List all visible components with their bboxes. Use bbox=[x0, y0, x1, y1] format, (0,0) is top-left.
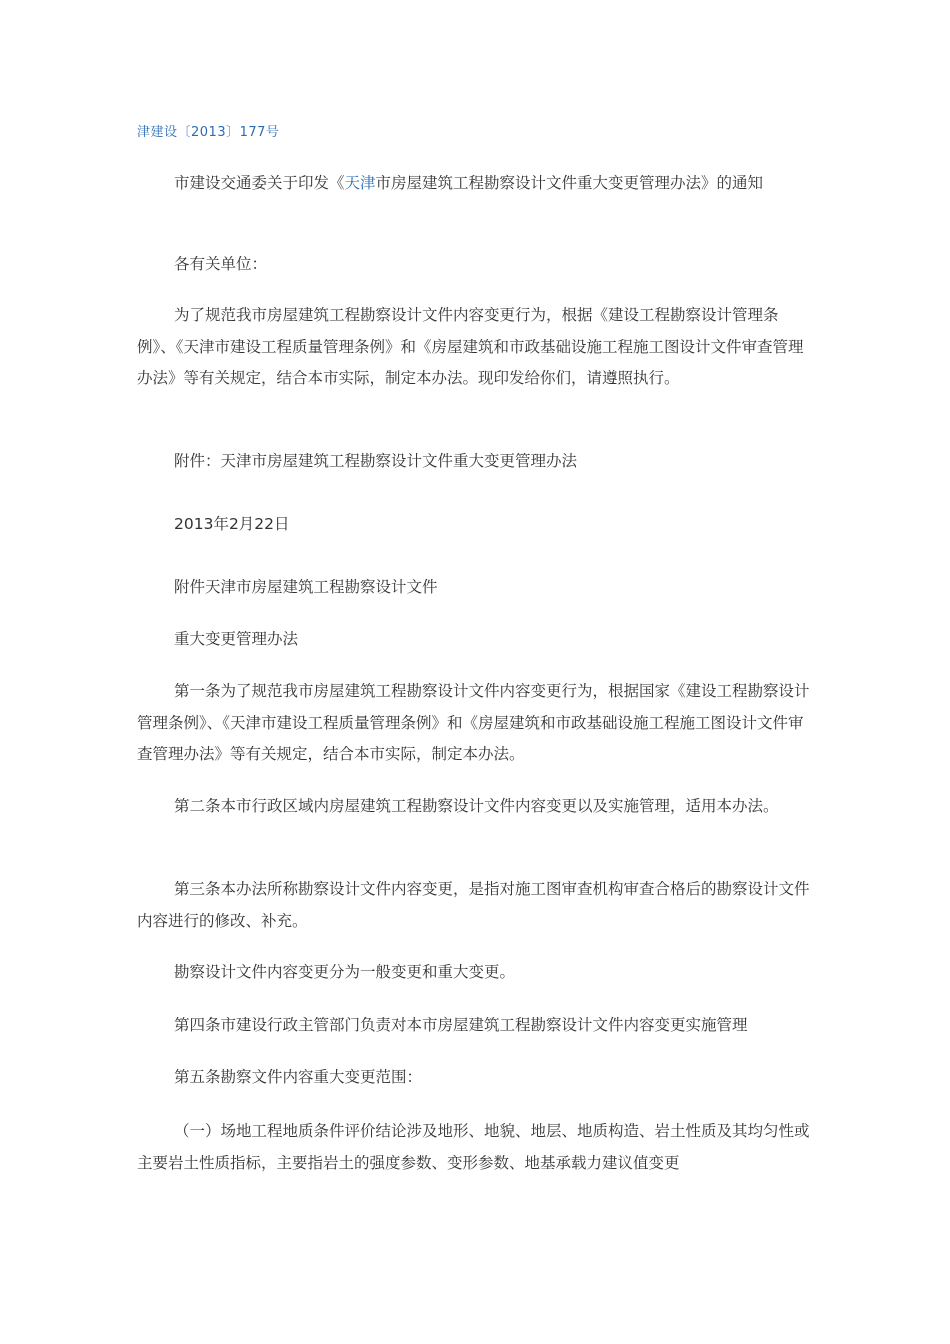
tianjin-link[interactable]: 天津 bbox=[344, 174, 376, 192]
article-3: 第三条本办法所称勘察设计文件内容变更，是指对施工图审查机构审查合格后的勘察设计文件内容进行的修改、补充。 bbox=[137, 880, 810, 930]
article-3-classification: 勘察设计文件内容变更分为一般变更和重大变更。 bbox=[174, 963, 516, 981]
salutation: 各有关单位： bbox=[174, 255, 268, 273]
article-2: 第二条本市行政区域内房屋建筑工程勘察设计文件内容变更以及实施管理，适用本办法。 bbox=[174, 797, 779, 815]
issue-date: 2013年2月22日 bbox=[174, 515, 290, 533]
title-prefix: 市建设交通委关于印发《 bbox=[174, 174, 345, 192]
title-suffix: 市房屋建筑工程勘察设计文件重大变更管理办法》的通知 bbox=[375, 174, 764, 192]
article-1: 第一条为了规范我市房屋建筑工程勘察设计文件内容变更行为，根据国家《建设工程勘察设计管理条例》、《天津市建设工程质量管理条例》和《房屋建筑和市政基础设施工程施工图设计文件审查管理办法》等有关规定，结合本市实际，制定本办法。 bbox=[137, 682, 810, 763]
article-5: 第五条勘察文件内容重大变更范围： bbox=[174, 1068, 423, 1086]
attachment-title-line-1: 附件天津市房屋建筑工程勘察设计文件 bbox=[174, 578, 438, 596]
attachment-line: 附件：天津市房屋建筑工程勘察设计文件重大变更管理办法 bbox=[174, 452, 578, 470]
article-4: 第四条市建设行政主管部门负责对本市房屋建筑工程勘察设计文件内容变更实施管理 bbox=[174, 1016, 748, 1034]
article-5-item-1: （一）场地工程地质条件评价结论涉及地形、地貌、地层、地质构造、岩土性质及其均匀性或主要岩土性质指标，主要指岩土的强度参数、变形参数、地基承载力建议值变更 bbox=[137, 1122, 810, 1172]
document-number: 津建设〔2013〕177号 bbox=[137, 125, 280, 140]
notice-title bbox=[137, 168, 817, 200]
intro-paragraph: 为了规范我市房屋建筑工程勘察设计文件内容变更行为，根据《建设工程勘察设计管理条例》、《天津市建设工程质量管理条例》和《房屋建筑和市政基础设施工程施工图设计文件审查管理办法》等有关规定，结合本市实际，制定本办法。现印发给你们，请遵照执行。 bbox=[137, 306, 804, 387]
attachment-title-line-2: 重大变更管理办法 bbox=[174, 630, 299, 648]
